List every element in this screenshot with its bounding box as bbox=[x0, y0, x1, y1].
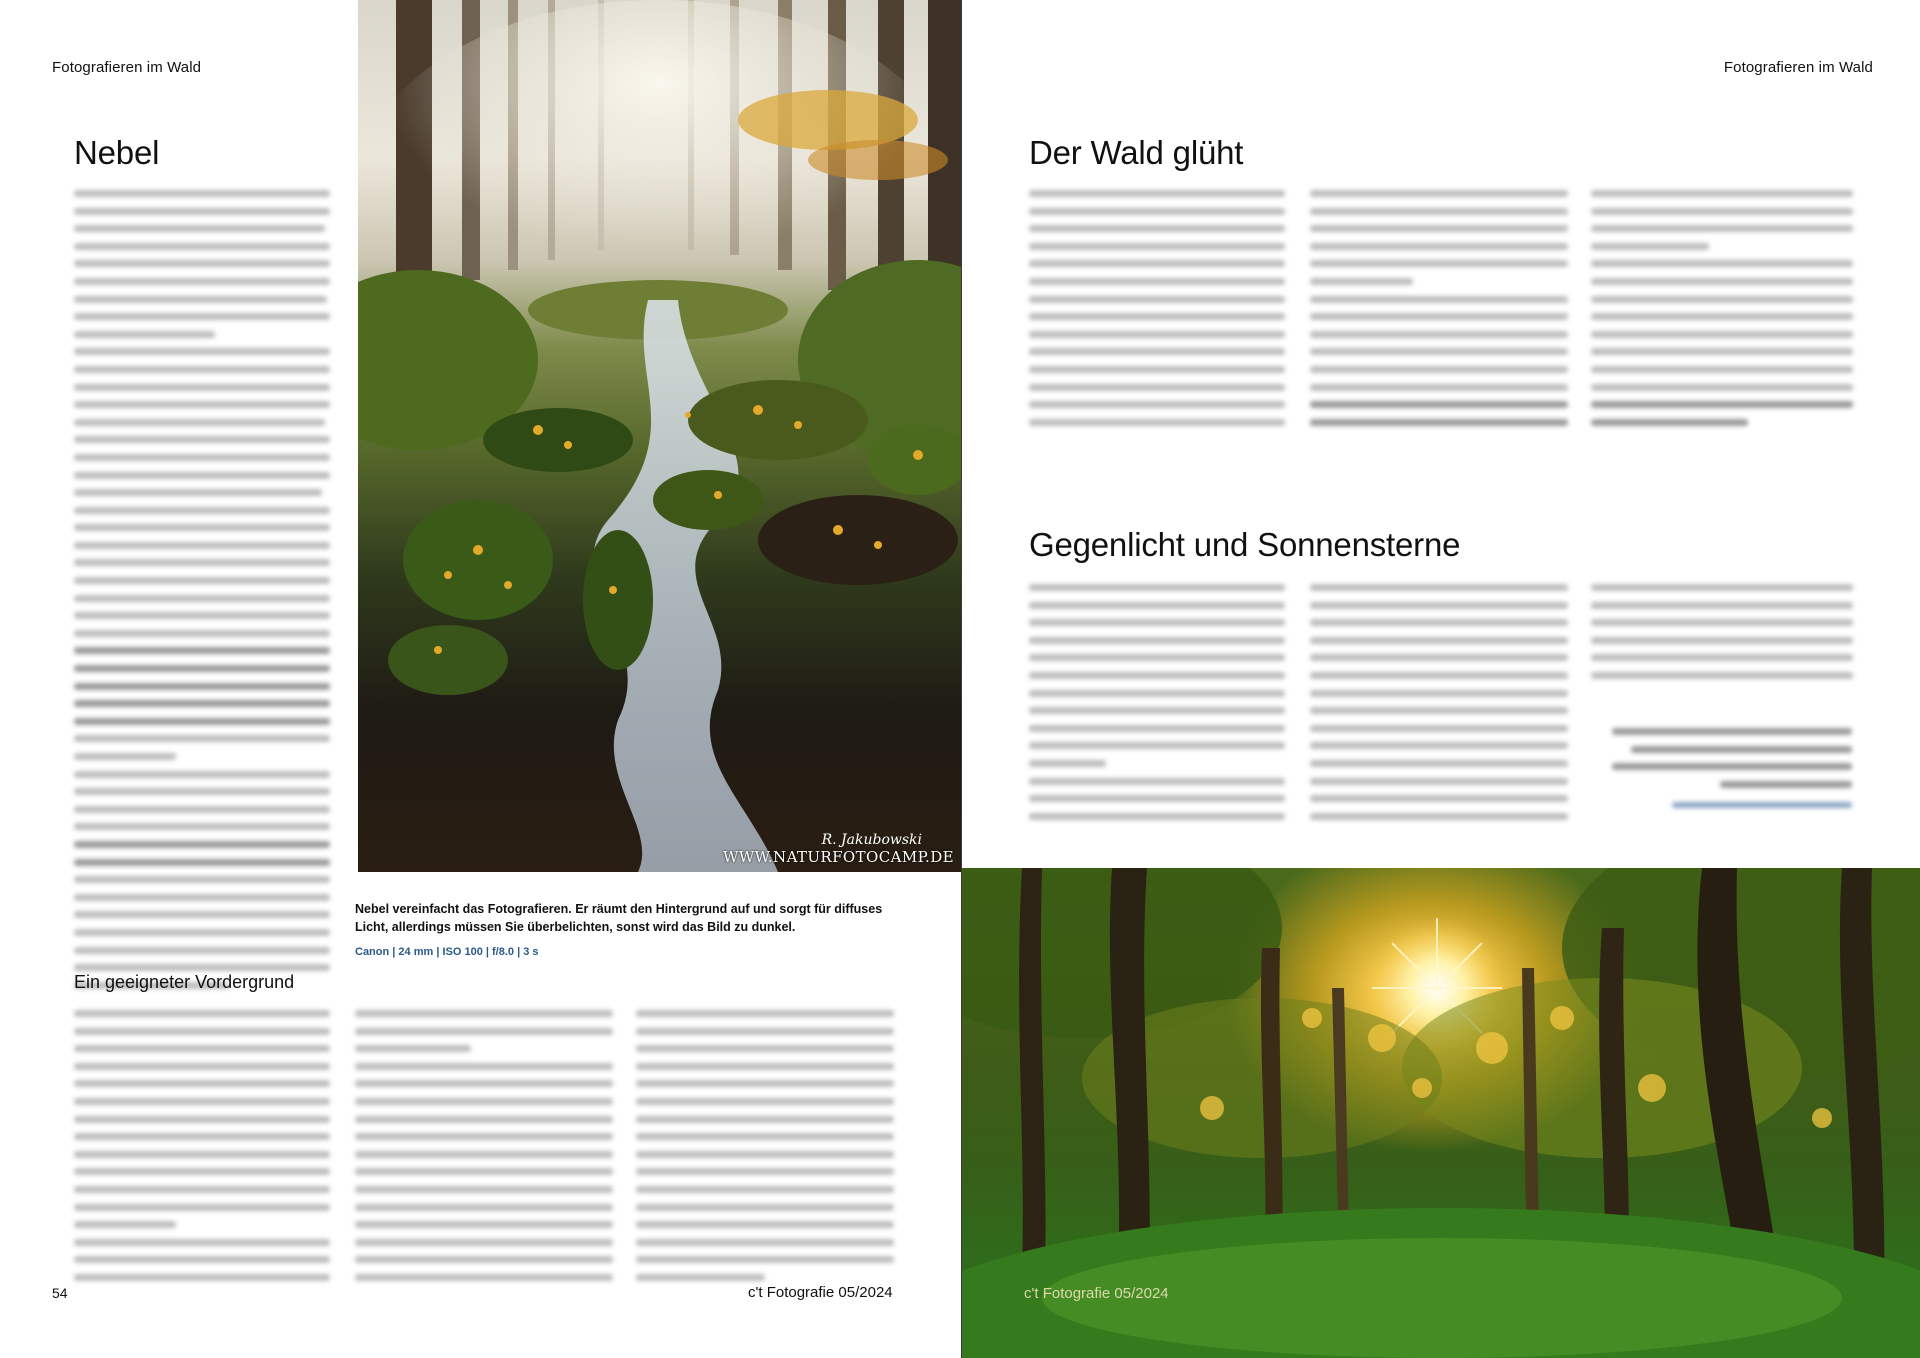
body-text-column-gegenlicht-2 bbox=[1310, 584, 1568, 830]
magazine-issue-right: c't Fotografie 05/2024 bbox=[1024, 1285, 1169, 1302]
side-caption-blurred bbox=[1612, 728, 1852, 808]
photo-credit: WWW.NATURFOTOCAMP.DE bbox=[723, 848, 954, 866]
body-text-column-wald-2 bbox=[1310, 190, 1568, 436]
headline-gegenlicht: Gegenlicht und Sonnensterne bbox=[1029, 526, 1461, 563]
magazine-issue-left: c't Fotografie 05/2024 bbox=[748, 1284, 893, 1301]
photo-misty-forest-creek-art bbox=[358, 0, 962, 872]
photo-exif: Canon | 24 mm | ISO 100 | f/8.0 | 3 s bbox=[355, 946, 539, 958]
running-head-right: Fotografieren im Wald bbox=[1723, 59, 1873, 76]
photo-sunlit-forest bbox=[962, 868, 1920, 1358]
photo-signature: R. Jakubowski bbox=[821, 832, 922, 848]
body-text-column-wald-3 bbox=[1591, 190, 1853, 436]
photo-caption: Nebel vereinfacht das Fotografieren. Er räumt den Hintergrund auf und sorgt für diffuses Licht, allerdings müssen Sie überbelichten, sonst wird das Bild zu dunkel. bbox=[355, 902, 883, 934]
headline-nebel: Nebel bbox=[74, 134, 160, 171]
body-text-column-vordergrund-1 bbox=[74, 1010, 330, 1292]
running-head-left: Fotografieren im Wald bbox=[52, 59, 202, 76]
headline-wald-glueht: Der Wald glüht bbox=[1029, 134, 1244, 171]
subhead-vordergrund: Ein geeigneter Vordergrund bbox=[74, 972, 295, 992]
side-caption-exif-blurred bbox=[1672, 802, 1852, 808]
right-page bbox=[962, 0, 1920, 1358]
body-text-column-nebel bbox=[74, 190, 330, 999]
body-text-column-vordergrund-2 bbox=[355, 1010, 613, 1292]
body-text-column-gegenlicht-1 bbox=[1029, 584, 1285, 830]
body-text-column-vordergrund-3 bbox=[636, 1010, 894, 1292]
body-text-column-wald-1 bbox=[1029, 190, 1285, 436]
photo-misty-forest-creek bbox=[358, 0, 962, 872]
page-number: 54 bbox=[52, 1285, 68, 1301]
body-text-column-gegenlicht-3 bbox=[1591, 584, 1853, 690]
